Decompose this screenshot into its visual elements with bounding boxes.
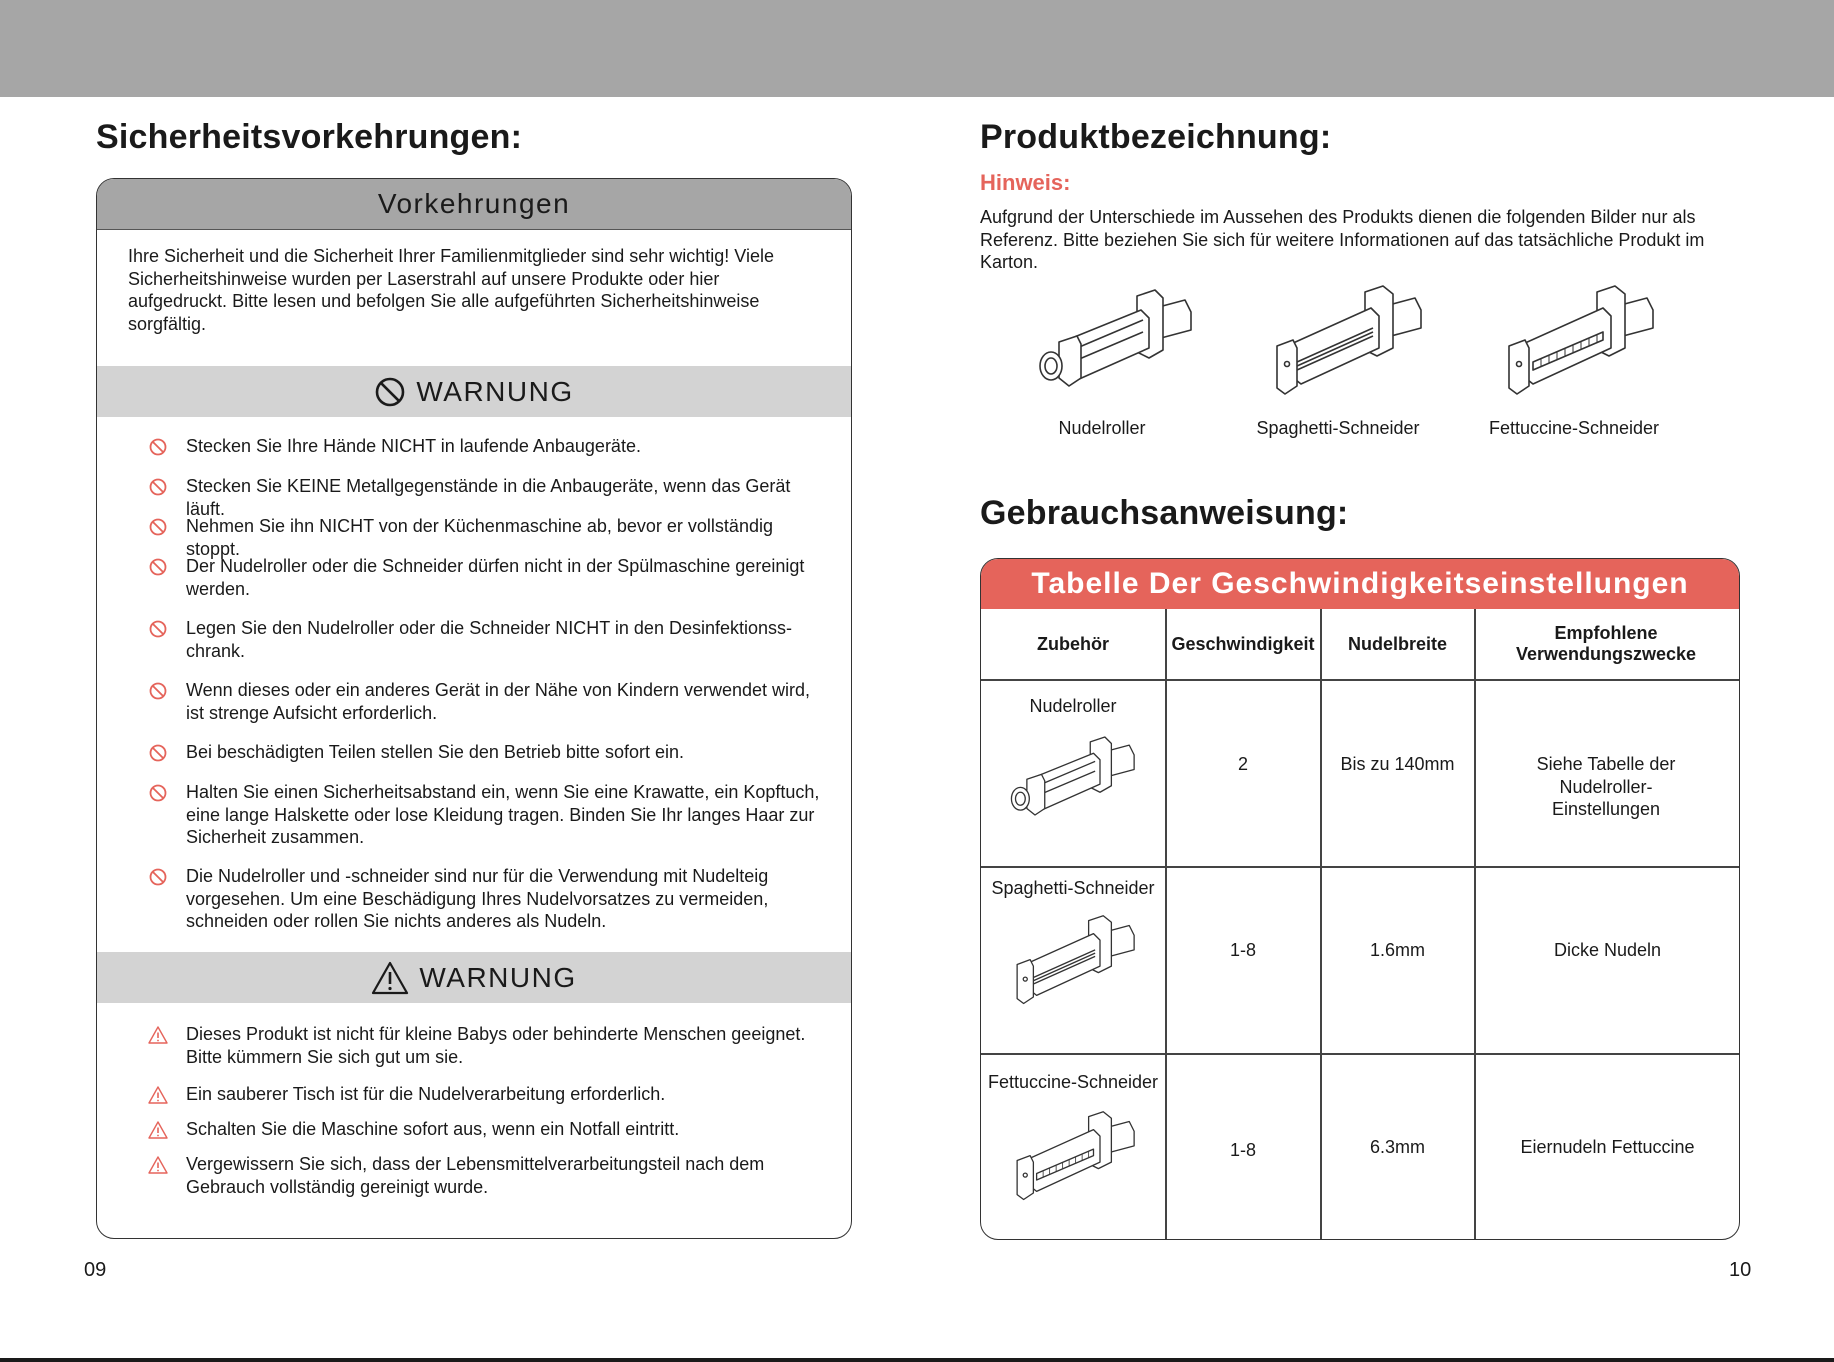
row-divider (981, 866, 1739, 868)
prohibited-small-icon (148, 517, 168, 537)
row-divider (981, 1053, 1739, 1055)
fettuccine-cutter-image (1009, 1105, 1139, 1203)
product-label: Nudelroller (1058, 418, 1146, 438)
warning-item-text: Legen Sie den Nudelroller oder die Schneider NICHT in den Desinfektionss-chrank. (186, 618, 793, 661)
warning-band-prohibit (97, 366, 851, 417)
warning-item-text: Der Nudelroller oder die Schneider dürfen nicht in der Spülmaschine gereinigt werden. (186, 556, 805, 599)
table-header-width: Nudelbreite (1347, 634, 1448, 654)
spaghetti-cutter-image (1252, 278, 1442, 398)
table-cell-width: 6.3mm (1369, 1137, 1425, 1157)
prohibited-small-icon (148, 681, 168, 701)
table-header-speed: Geschwindigkeit (1171, 634, 1315, 654)
fettuccine-cutter-image (1484, 278, 1674, 398)
left-page-title: Sicherheitsvorkehrungen: (96, 118, 523, 156)
table-header-use: Empfohlene Verwendungszwecke (1515, 623, 1697, 664)
page-number-left: 09 (84, 1259, 107, 1281)
warning-small-icon (148, 1120, 168, 1140)
note-text: Aufgrund der Unterschiede im Aussehen des Produkts dienen die folgenden Bilder nur als Referenz. Bitte beziehen Sie sich für weitere Informationen auf das tatsächliche Produkt im Karton. (980, 207, 1705, 272)
table-cell-accessory: Nudelroller (1029, 696, 1117, 716)
pasta-roller-image (1009, 727, 1139, 825)
warning-small-icon (148, 1155, 168, 1175)
warning-small-icon (148, 1085, 168, 1105)
table-cell-speed: 1-8 (1229, 940, 1256, 960)
table-cell-use: Dicke Nudeln (1553, 940, 1662, 960)
caution-item-text: Ein sauberer Tisch ist für die Nudelverarbeitung erforderlich. (186, 1084, 666, 1104)
prohibited-small-icon (148, 437, 168, 457)
caution-item-text: Schalten Sie die Maschine sofort aus, wenn ein Notfall eintritt. (186, 1119, 680, 1139)
product-label: Spaghetti-Schneider (1256, 418, 1420, 438)
pasta-roller-image (1022, 278, 1212, 398)
caution-item-text: Vergewissern Sie sich, dass der Lebensmittelverarbeitungsteil nach dem Gebrauch vollständig gereinigt wurde. (186, 1154, 765, 1197)
prohibited-icon (374, 376, 406, 408)
prohibited-small-icon (148, 477, 168, 497)
table-cell-width: Bis zu 140mm (1340, 754, 1455, 774)
bottom-border-line (0, 1358, 1834, 1362)
prohibited-small-icon (148, 783, 168, 803)
warning-band-label: WARNUNG (416, 375, 574, 407)
warning-item-text: Halten Sie einen Sicherheitsabstand ein, wenn Sie eine Krawatte, ein Kopftuch, eine lange Halskette oder lose Kleidung tragen. Binden Sie Ihr langes Haar zur Sicherheit zusammen. (186, 782, 820, 847)
page-number-right: 10 (1729, 1259, 1752, 1281)
usage-title: Gebrauchsanweisung: (980, 494, 1349, 532)
right-page-title: Produktbezeichnung: (980, 118, 1332, 156)
table-title: Tabelle Der Geschwindigkeitseinstellungen (981, 559, 1739, 609)
prohibited-small-icon (148, 557, 168, 577)
table-cell-speed: 2 (1237, 754, 1248, 774)
warning-item-text: Stecken Sie Ihre Hände NICHT in laufende Anbaugeräte. (186, 436, 641, 456)
spaghetti-cutter-image (1009, 909, 1139, 1007)
prohibited-small-icon (148, 867, 168, 887)
table-cell-use: Eiernudeln Fettuccine (1520, 1137, 1695, 1157)
precautions-intro-text: Ihre Sicherheit und die Sicherheit Ihrer Familienmitglieder sind sehr wichtig! Viele Sicherheitshinweise wurden per Laserstrahl auf unsere Produkte oder hier aufgedruckt. Bitte lesen und befolgen Sie alle aufgeführten Sicherheitshinweise sorgfältig. (128, 246, 774, 334)
warning-item-text: Nehmen Sie ihn NICHT von der Küchenmaschine ab, bevor er vollständig stoppt. (186, 516, 773, 559)
warning-item-text: Wenn dieses oder ein anderes Gerät in der Nähe von Kindern verwendet wird, ist strenge Aufsicht erforderlich. (186, 680, 811, 723)
table-cell-speed: 1-8 (1229, 1140, 1256, 1160)
row-divider (981, 679, 1739, 681)
table-header-accessory: Zubehör (1037, 634, 1109, 654)
warning-item-text: Stecken Sie KEINE Metallgegenstände in die Anbaugeräte, wenn das Gerät läuft. (186, 476, 791, 519)
table-cell-accessory: Fettuccine-Schneider (987, 1072, 1159, 1092)
table-cell-width: 1.6mm (1369, 940, 1425, 960)
table-cell-use: Siehe Tabelle der Nudelroller-Einstellungen (1536, 754, 1676, 819)
prohibited-small-icon (148, 619, 168, 639)
table-cell-accessory: Spaghetti-Schneider (991, 878, 1155, 898)
caution-item-text: Dieses Produkt ist nicht für kleine Babys oder behinderte Menschen geeignet. Bitte kümmern Sie sich gut um sie. (186, 1024, 806, 1067)
precautions-box (96, 178, 852, 1239)
warning-triangle-icon (371, 961, 409, 995)
product-label: Fettuccine-Schneider (1488, 418, 1660, 438)
warning-band-caution (97, 952, 851, 1003)
warning-item-text: Die Nudelroller und -schneider sind nur für die Verwendung mit Nudelteig vorgesehen. Um eine Beschädigung Ihres Nudelvorsatzes zu vermeiden, schneiden oder rollen Sie nichts anderes als Nudeln. (186, 866, 769, 931)
top-header-bar (0, 0, 1834, 97)
warning-small-icon (148, 1025, 168, 1045)
speed-settings-table (980, 558, 1740, 1240)
warning-band-label: WARNUNG (419, 961, 577, 993)
prohibited-small-icon (148, 743, 168, 763)
note-label: Hinweis: (980, 170, 1071, 195)
precautions-box-header: Vorkehrungen (97, 179, 851, 230)
warning-item-text: Bei beschädigten Teilen stellen Sie den Betrieb bitte sofort ein. (186, 742, 684, 762)
